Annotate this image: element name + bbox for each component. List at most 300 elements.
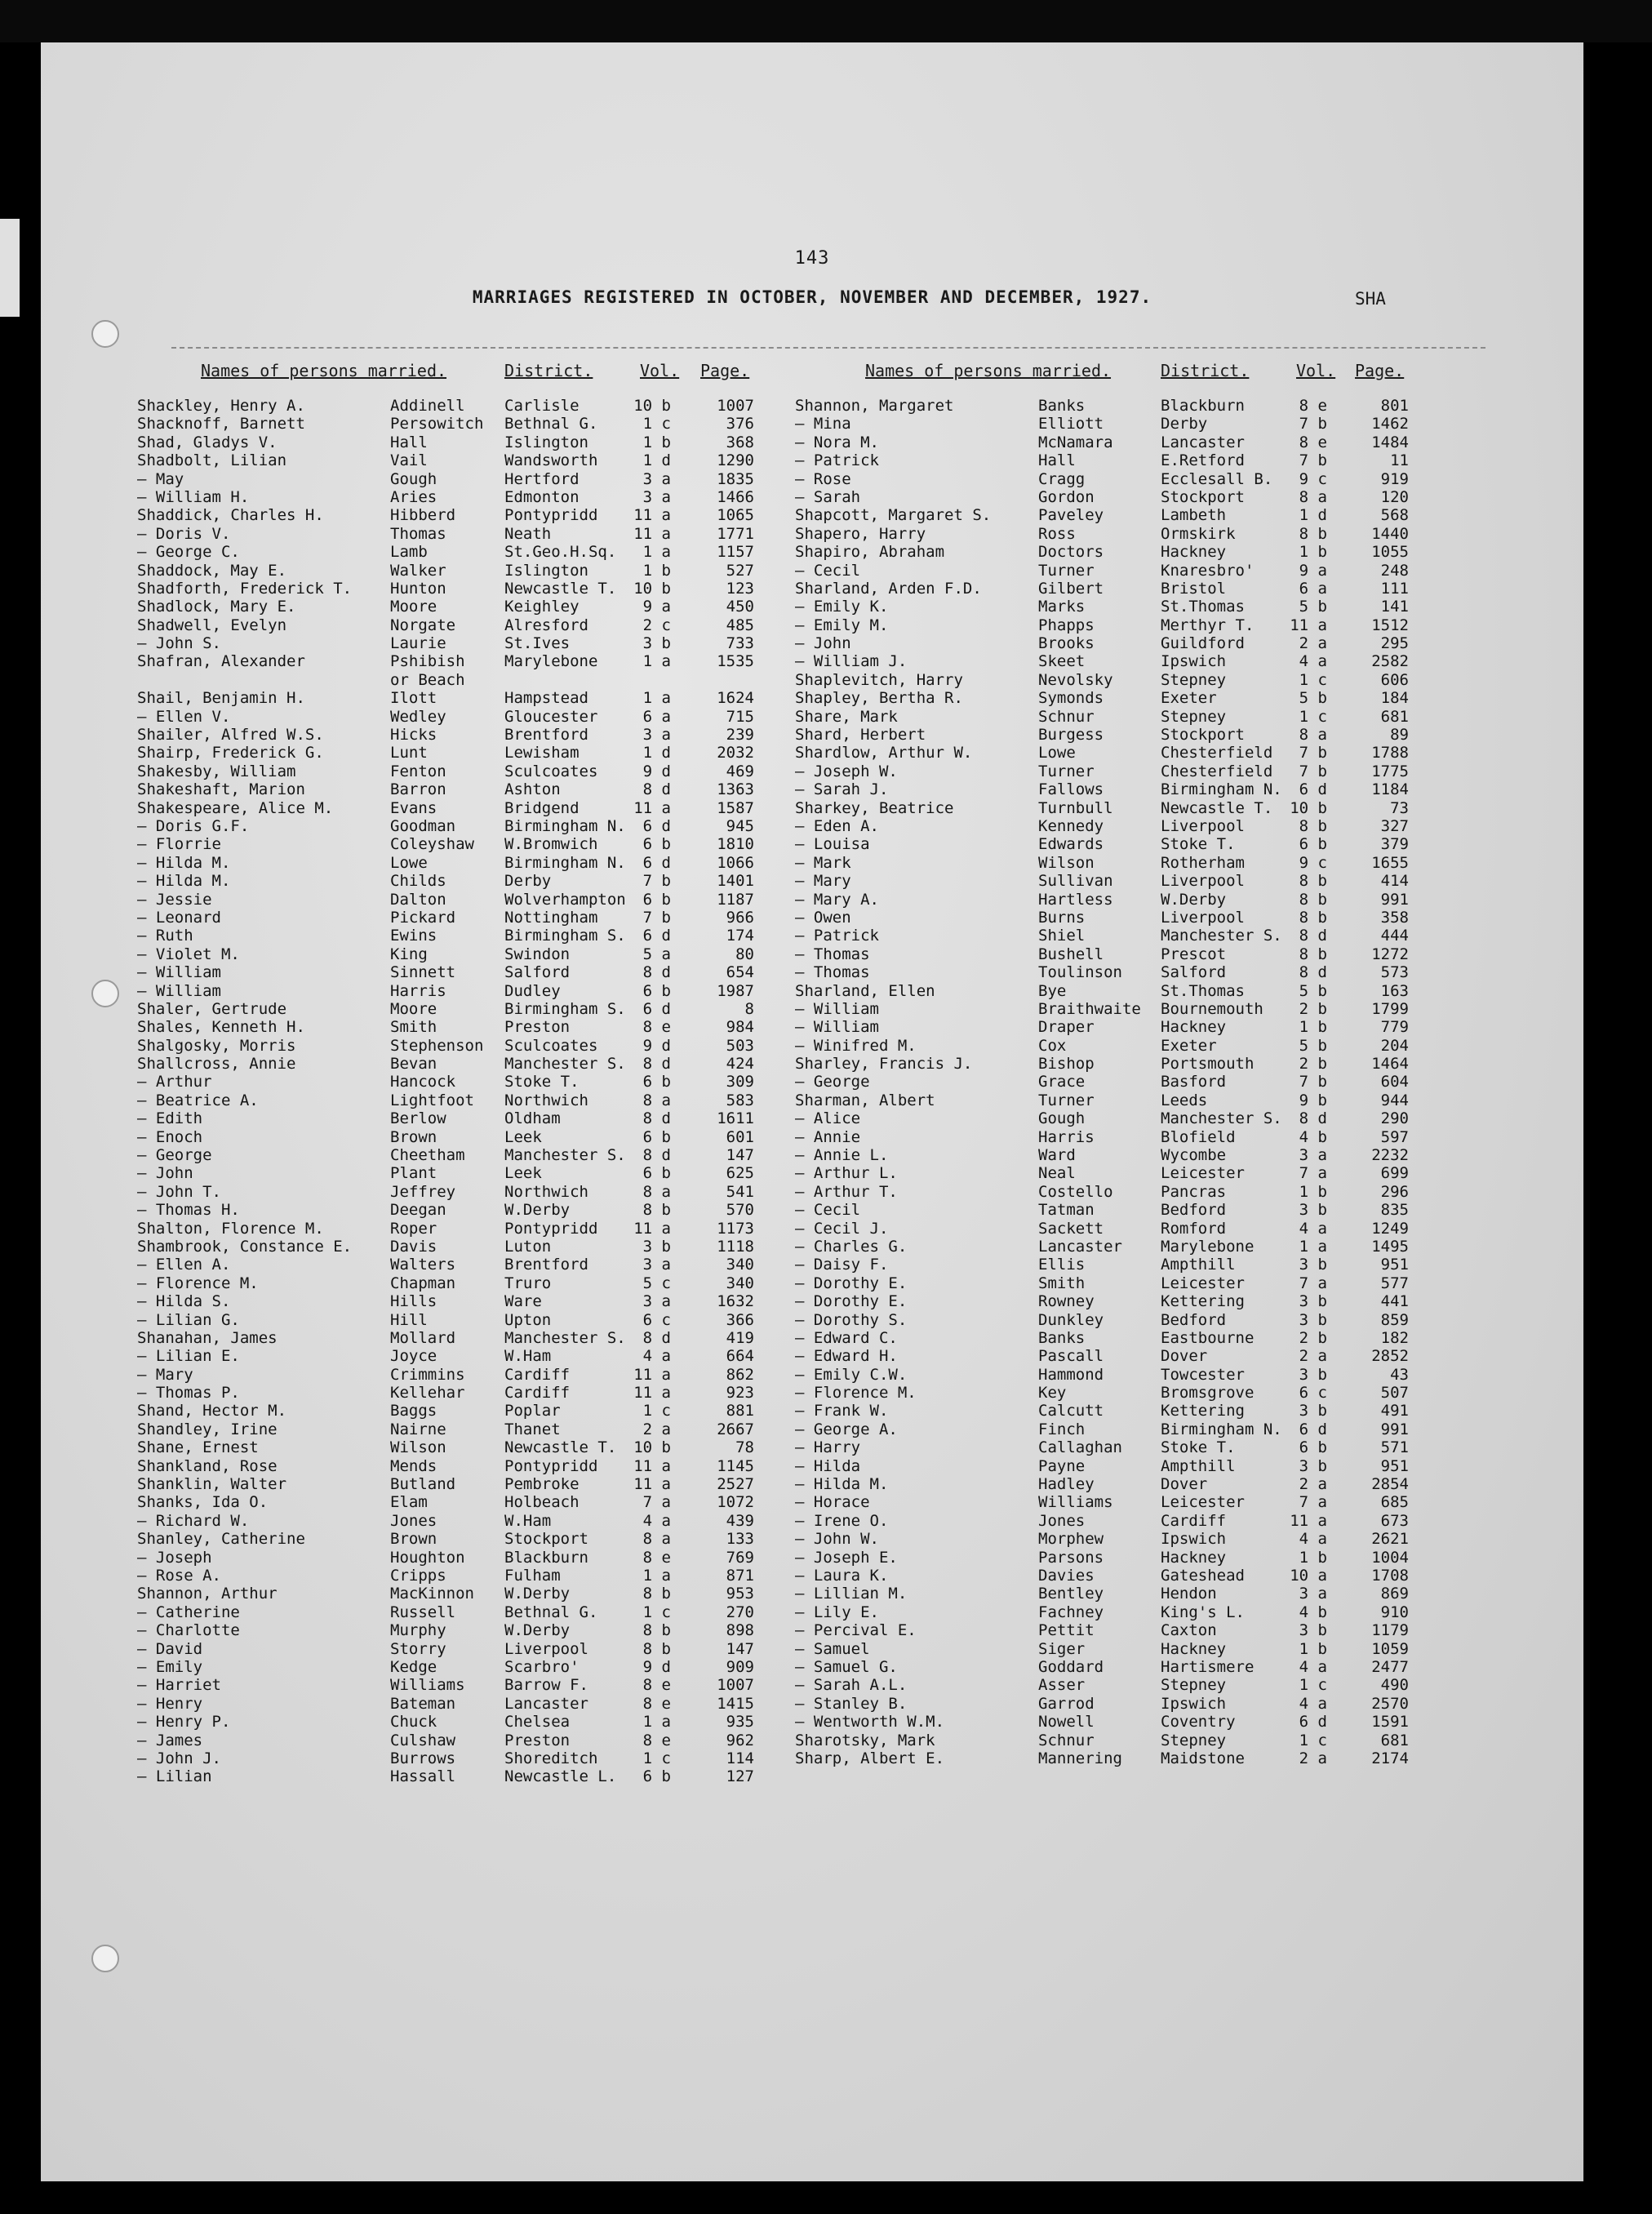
entry-name: — Daisy F.: [795, 1256, 889, 1274]
entry-page: 871: [726, 1567, 754, 1585]
entry-name: — Rose: [795, 469, 851, 488]
entry-page: 1462: [1371, 415, 1409, 433]
entry-name: — Florence M.: [795, 1384, 917, 1403]
entry-spouse-surname: Gordon: [1038, 487, 1095, 506]
entry-name: — Lillian M.: [795, 1585, 908, 1603]
entry-page: 1065: [717, 506, 754, 525]
entry-volume: 2 c: [642, 616, 671, 634]
entry-district: Birmingham N.: [504, 816, 626, 835]
entry-volume: 7 a: [1299, 1274, 1327, 1292]
entry-volume: 10 a: [1290, 1567, 1327, 1585]
entry-page: 951: [1380, 1456, 1409, 1475]
entry-page: 491: [1380, 1402, 1409, 1420]
entry-volume: 7 b: [1299, 762, 1327, 780]
entry-district: Bethnal G.: [504, 415, 598, 433]
entry-name: — Edward H.: [795, 1347, 898, 1366]
entry-page: 163: [1380, 981, 1409, 1000]
entry-volume: 7 b: [642, 872, 671, 891]
entry-name: — Emily C.W.: [795, 1365, 908, 1384]
entry-page: 1004: [1371, 1548, 1409, 1567]
header-rule: [171, 347, 1485, 349]
entry-spouse-surname: Goodman: [390, 816, 456, 835]
entry-district: Basford: [1161, 1073, 1227, 1091]
entry-name: Shard, Herbert: [795, 726, 926, 745]
entry-district: Ampthill: [1161, 1256, 1236, 1274]
entry-volume: 9 b: [1299, 1091, 1327, 1109]
entry-spouse-surname: MacKinnon: [390, 1585, 474, 1603]
entry-volume: 8 d: [1299, 927, 1327, 945]
entry-volume: 1 a: [642, 1713, 671, 1732]
entry-district: Salford: [504, 963, 571, 982]
entry-volume: 2 b: [1299, 1328, 1327, 1347]
entry-name: — Florence M.: [137, 1274, 259, 1292]
entry-volume: 7 b: [1299, 451, 1327, 470]
entry-name: — Mary A.: [795, 890, 879, 909]
entry-name: — Sarah: [795, 487, 861, 506]
entry-volume: 8 a: [1299, 726, 1327, 745]
entry-page: 11: [1390, 451, 1409, 470]
entry-volume: 3 b: [1299, 1402, 1327, 1420]
entry-district: W.Derby: [504, 1621, 571, 1640]
entry-volume: 7 a: [642, 1493, 671, 1512]
entry-name: — Violet M.: [137, 945, 240, 963]
entry-volume: 9 d: [642, 1657, 671, 1676]
entry-spouse-surname: Wilson: [1038, 853, 1095, 872]
entry-district: Sculcoates: [504, 1036, 598, 1055]
entry-volume: 6 d: [1299, 1420, 1327, 1438]
entry-spouse-surname: Cheetham: [390, 1146, 465, 1165]
entry-page: 699: [1380, 1164, 1409, 1183]
entry-district: Blackburn: [1161, 397, 1245, 415]
entry-name: — Cecil: [795, 561, 861, 580]
entry-name: — George C.: [137, 543, 240, 562]
entry-name: — Charlotte: [137, 1621, 240, 1640]
entry-name: — Nora M.: [795, 433, 879, 451]
entry-page: 923: [726, 1384, 754, 1403]
entry-volume: 3 a: [642, 1292, 671, 1311]
entry-page: 869: [1380, 1585, 1409, 1603]
entry-district: Caxton: [1161, 1621, 1217, 1640]
entry-volume: 3 a: [1299, 1146, 1327, 1165]
entry-page: 1775: [1371, 762, 1409, 780]
entry-volume: 1 b: [1299, 1548, 1327, 1567]
entry-page: 1587: [717, 798, 754, 817]
entry-volume: 10 b: [633, 397, 671, 415]
entry-name: — Beatrice A.: [137, 1091, 259, 1109]
entry-district: Manchester S.: [1161, 927, 1282, 945]
entry-district: Stoke T.: [1161, 1438, 1236, 1457]
entry-volume: 7 a: [1299, 1164, 1327, 1183]
entry-volume: 9 d: [642, 1036, 671, 1055]
entry-page: 681: [1380, 707, 1409, 726]
entry-page: 114: [726, 1749, 754, 1767]
entry-spouse-surname: Shiel: [1038, 927, 1086, 945]
entry-district: Liverpool: [1161, 816, 1245, 835]
entry-volume: 8 b: [642, 1621, 671, 1640]
entry-spouse-surname: Lunt: [390, 744, 428, 762]
entry-name: — Hilda M.: [137, 872, 231, 891]
entry-page: 340: [726, 1274, 754, 1292]
entry-page: 141: [1380, 598, 1409, 616]
entry-name: — Edith: [137, 1109, 203, 1128]
header-vol: Vol.: [1296, 361, 1336, 380]
entry-page: 1611: [717, 1109, 754, 1128]
entry-district: Swindon: [504, 945, 571, 963]
entry-name: Shannon, Margaret: [795, 397, 954, 415]
entry-page: 2477: [1371, 1657, 1409, 1676]
entry-page: 1464: [1371, 1055, 1409, 1074]
entry-volume: 3 b: [1299, 1310, 1327, 1329]
entry-spouse-surname: Stephenson: [390, 1036, 484, 1055]
entry-district: Ipswich: [1161, 1530, 1227, 1549]
entry-spouse-surname: Gough: [390, 469, 437, 488]
entry-spouse-surname: Bateman: [390, 1694, 456, 1713]
entry-name: Shannon, Arthur: [137, 1585, 278, 1603]
entry-district: Gateshead: [1161, 1567, 1245, 1585]
entry-district: Barrow F.: [504, 1676, 588, 1695]
entry-volume: 4 b: [1299, 1127, 1327, 1146]
entry-page: 2032: [717, 744, 754, 762]
entry-spouse-surname: Symonds: [1038, 689, 1104, 708]
entry-name: — Joseph: [137, 1548, 212, 1567]
entry-name: — Lily E.: [795, 1603, 879, 1621]
entry-spouse-surname: Wilson: [390, 1438, 446, 1457]
entry-name: — George: [795, 1073, 870, 1091]
entry-district: Prescot: [1161, 945, 1227, 963]
entry-volume: 5 b: [1299, 598, 1327, 616]
entry-district: Leek: [504, 1127, 542, 1146]
entry-volume: 1 a: [642, 652, 671, 671]
entry-spouse-surname: Hassall: [390, 1767, 456, 1786]
entry-name: Shacknoff, Barnett: [137, 415, 305, 433]
entry-page: 424: [726, 1055, 754, 1074]
entry-district: Stockport: [1161, 726, 1245, 745]
entry-name: — George A.: [795, 1420, 898, 1438]
entry-page: 2621: [1371, 1530, 1409, 1549]
entry-name: — Mark: [795, 853, 851, 872]
entry-spouse-surname: Williams: [1038, 1493, 1113, 1512]
entry-district: Manchester S.: [1161, 1109, 1282, 1128]
entry-page: 204: [1380, 1036, 1409, 1055]
entry-page: 507: [1380, 1384, 1409, 1403]
entry-page: 327: [1380, 816, 1409, 835]
entry-volume: 1 a: [642, 543, 671, 562]
entry-page: 1591: [1371, 1713, 1409, 1732]
entry-volume: 2 a: [1299, 634, 1327, 653]
entry-name: Shakeshaft, Marion: [137, 780, 305, 799]
entry-page: 1072: [717, 1493, 754, 1512]
entry-district: Exeter: [1161, 1036, 1217, 1055]
entry-district: Portsmouth: [1161, 1055, 1255, 1074]
entry-spouse-surname: Berlow: [390, 1109, 446, 1128]
entry-district: Stoke T.: [504, 1073, 580, 1091]
entry-page: 414: [1380, 872, 1409, 891]
entry-volume: 8 a: [1299, 487, 1327, 506]
entry-volume: 8 b: [1299, 945, 1327, 963]
entry-volume: 4 a: [1299, 652, 1327, 671]
entry-page: 1495: [1371, 1237, 1409, 1256]
entry-district: W.Bromwich: [504, 835, 598, 854]
entry-spouse-surname: Banks: [1038, 1328, 1086, 1347]
entry-spouse-surname: Paveley: [1038, 506, 1104, 525]
entry-page: 953: [726, 1585, 754, 1603]
entry-name: Shaler, Gertrude: [137, 999, 287, 1018]
entry-name: — Doris V.: [137, 524, 231, 543]
entry-spouse-surname: Joyce: [390, 1347, 437, 1366]
entry-spouse-surname: Barron: [390, 780, 446, 799]
entry-name: Shafran, Alexander: [137, 652, 305, 671]
entry-district: Pontypridd: [504, 1219, 598, 1238]
entry-page: 862: [726, 1365, 754, 1384]
entry-name: — Stanley B.: [795, 1694, 908, 1713]
entry-volume: 8 a: [642, 1091, 671, 1109]
entry-spouse-surname: Braithwaite: [1038, 999, 1141, 1018]
entry-name: — Enoch: [137, 1127, 203, 1146]
entry-name: — Joseph W.: [795, 762, 898, 780]
entry-volume: 6 a: [642, 707, 671, 726]
entry-name: — Cecil J.: [795, 1219, 889, 1238]
entry-spouse-surname: Lightfoot: [390, 1091, 474, 1109]
entry-name: — James: [137, 1731, 203, 1749]
entry-page: 174: [726, 927, 754, 945]
entry-spouse-surname: Asser: [1038, 1676, 1086, 1695]
punch-hole: [91, 1945, 119, 1972]
entry-volume: 4 b: [1299, 1603, 1327, 1621]
entry-page: 182: [1380, 1328, 1409, 1347]
entry-page: 1290: [717, 451, 754, 470]
entry-volume: 3 b: [1299, 1621, 1327, 1640]
entry-spouse-surname: Ellis: [1038, 1256, 1086, 1274]
entry-page: 1415: [717, 1694, 754, 1713]
entry-volume: 11 a: [633, 1365, 671, 1384]
entry-district: Preston: [504, 1018, 571, 1037]
entry-name: — Annie L.: [795, 1146, 889, 1165]
entry-district: Dudley: [504, 981, 561, 1000]
entry-spouse-surname: Sullivan: [1038, 872, 1113, 891]
entry-name: — Thomas P.: [137, 1384, 240, 1403]
entry-volume: 1 c: [1299, 707, 1327, 726]
entry-name: — Frank W.: [795, 1402, 889, 1420]
entry-page: 625: [726, 1164, 754, 1183]
entry-page: 1512: [1371, 616, 1409, 634]
entry-page: 444: [1380, 927, 1409, 945]
entry-volume: 4 a: [1299, 1530, 1327, 1549]
entry-spouse-surname: Draper: [1038, 1018, 1095, 1037]
entry-district: Marylebone: [1161, 1237, 1255, 1256]
entry-district: Ipswich: [1161, 1694, 1227, 1713]
entry-name: Shail, Benjamin H.: [137, 689, 305, 708]
entry-district: Guildford: [1161, 634, 1245, 653]
entry-name: Shapiro, Abraham: [795, 543, 945, 562]
entry-page: 248: [1380, 561, 1409, 580]
entry-spouse-surname: Pickard: [390, 908, 456, 927]
entry-volume: 5 b: [1299, 1036, 1327, 1055]
punch-hole: [91, 980, 119, 1007]
entry-district: Bromsgrove: [1161, 1384, 1255, 1403]
entry-volume: 1 b: [1299, 1182, 1327, 1201]
entry-district: Neath: [504, 524, 552, 543]
entry-volume: 10 b: [633, 1438, 671, 1457]
entry-volume: 8 b: [642, 1585, 671, 1603]
entry-volume: 3 b: [642, 1237, 671, 1256]
entry-district: Bedford: [1161, 1310, 1227, 1329]
entry-district: W.Ham: [504, 1347, 552, 1366]
entry-name: — Owen: [795, 908, 851, 927]
entry-spouse-surname: or Beach: [390, 670, 465, 689]
entry-volume: 3 a: [642, 469, 671, 488]
entry-name: Shane, Ernest: [137, 1438, 259, 1457]
entry-volume: 6 b: [642, 1127, 671, 1146]
entry-page: 1987: [717, 981, 754, 1000]
entry-district: W.Derby: [504, 1585, 571, 1603]
entry-name: — Arthur L.: [795, 1164, 898, 1183]
entry-page: 571: [1380, 1438, 1409, 1457]
entry-page: 1624: [717, 689, 754, 708]
entry-page: 1788: [1371, 744, 1409, 762]
entry-district: Stoke T.: [1161, 835, 1236, 854]
entry-spouse-surname: Parsons: [1038, 1548, 1104, 1567]
header-names: Names of persons married.: [201, 361, 447, 380]
entry-district: St.Thomas: [1161, 598, 1245, 616]
entry-page: 654: [726, 963, 754, 982]
entry-volume: 6 b: [1299, 835, 1327, 854]
entry-spouse-surname: Brown: [390, 1127, 437, 1146]
entry-spouse-surname: Gough: [1038, 1109, 1086, 1128]
entry-volume: 8 b: [1299, 908, 1327, 927]
entry-district: Dover: [1161, 1475, 1208, 1494]
entry-spouse-surname: Smith: [1038, 1274, 1086, 1292]
entry-volume: 8 d: [642, 780, 671, 799]
entry-page: 881: [726, 1402, 754, 1420]
entry-district: Leicester: [1161, 1274, 1245, 1292]
entry-page: 379: [1380, 835, 1409, 854]
entry-name: — Leonard: [137, 908, 221, 927]
entry-spouse-surname: Turner: [1038, 1091, 1095, 1109]
entry-name: Sharland, Ellen: [795, 981, 935, 1000]
entry-district: Scarbro': [504, 1657, 580, 1676]
entry-name: Shand, Hector M.: [137, 1402, 287, 1420]
entry-page: 1173: [717, 1219, 754, 1238]
entry-name: — Hilda S.: [137, 1292, 231, 1311]
entry-volume: 8 e: [642, 1548, 671, 1567]
entry-spouse-surname: Plant: [390, 1164, 437, 1183]
entry-volume: 2 a: [1299, 1347, 1327, 1366]
entry-page: 2852: [1371, 1347, 1409, 1366]
entry-volume: 8 d: [1299, 1109, 1327, 1128]
entry-page: 769: [726, 1548, 754, 1567]
entry-spouse-surname: Walker: [390, 561, 446, 580]
entry-volume: 1 d: [642, 451, 671, 470]
entry-volume: 8 e: [1299, 397, 1327, 415]
entry-district: Wandsworth: [504, 451, 598, 470]
entry-volume: 4 a: [1299, 1219, 1327, 1238]
entry-spouse-surname: Murphy: [390, 1621, 446, 1640]
entry-district: Ipswich: [1161, 652, 1227, 671]
entry-page: 1835: [717, 469, 754, 488]
entry-district: Luton: [504, 1237, 552, 1256]
entry-name: Shanahan, James: [137, 1328, 278, 1347]
entry-volume: 1 a: [1299, 1237, 1327, 1256]
entry-name: — David: [137, 1639, 203, 1658]
entry-district: Birmingham N.: [504, 853, 626, 872]
entry-volume: 8 d: [642, 963, 671, 982]
entry-name: — Emily: [137, 1657, 203, 1676]
entry-spouse-surname: Chapman: [390, 1274, 456, 1292]
entry-volume: 3 b: [1299, 1292, 1327, 1311]
header-page: Page.: [1355, 361, 1405, 380]
entry-volume: 8 d: [642, 1146, 671, 1165]
entry-district: Derby: [504, 872, 552, 891]
entry-district: Romford: [1161, 1219, 1227, 1238]
entry-page: 570: [726, 1201, 754, 1220]
entry-name: Sharotsky, Mark: [795, 1731, 935, 1749]
entry-page: 2582: [1371, 652, 1409, 671]
entry-name: — John: [137, 1164, 193, 1183]
entry-volume: 1 b: [642, 433, 671, 451]
entry-name: Shadforth, Frederick T.: [137, 579, 353, 598]
entry-spouse-surname: Cragg: [1038, 469, 1086, 488]
entry-page: 944: [1380, 1091, 1409, 1109]
entry-volume: 11 a: [633, 1475, 671, 1494]
entry-district: St.Ives: [504, 634, 571, 653]
entry-spouse-surname: Neal: [1038, 1164, 1076, 1183]
entry-name: Shanley, Catherine: [137, 1530, 305, 1549]
entry-name: — Sarah J.: [795, 780, 889, 799]
entry-spouse-surname: Payne: [1038, 1456, 1086, 1475]
entry-district: Birmingham S.: [504, 999, 626, 1018]
entry-name: — Hilda M.: [137, 853, 231, 872]
entry-district: Leeds: [1161, 1091, 1208, 1109]
entry-volume: 5 b: [1299, 981, 1327, 1000]
entry-volume: 1 c: [642, 1603, 671, 1621]
entry-page: 1187: [717, 890, 754, 909]
entry-district: Hertford: [504, 469, 580, 488]
entry-name: Shairp, Frederick G.: [137, 744, 324, 762]
entry-district: Cardiff: [504, 1384, 571, 1403]
entry-page: 295: [1380, 634, 1409, 653]
entry-name: — Mary: [137, 1365, 193, 1384]
entry-district: Stockport: [1161, 487, 1245, 506]
entry-spouse-surname: Turner: [1038, 762, 1095, 780]
entry-district: Blackburn: [504, 1548, 588, 1567]
entry-volume: 1 b: [1299, 1018, 1327, 1037]
entry-district: Carlisle: [504, 397, 580, 415]
entry-volume: 8 e: [642, 1676, 671, 1695]
entry-name: — William: [137, 981, 221, 1000]
header-page: Page.: [700, 361, 750, 380]
entry-page: 2527: [717, 1475, 754, 1494]
entry-page: 2854: [1371, 1475, 1409, 1494]
entry-spouse-surname: Elam: [390, 1493, 428, 1512]
entry-name: — Henry P.: [137, 1713, 231, 1732]
entry-district: Ecclesall B.: [1161, 469, 1273, 488]
entry-district: Derby: [1161, 415, 1208, 433]
entry-spouse-surname: Marks: [1038, 598, 1086, 616]
entry-district: Manchester S.: [504, 1328, 626, 1347]
entry-spouse-surname: Houghton: [390, 1548, 465, 1567]
entry-name: — William: [137, 963, 221, 982]
entry-name: Shapley, Bertha R.: [795, 689, 963, 708]
entry-page: 601: [726, 1127, 754, 1146]
entry-name: — Sarah A.L.: [795, 1676, 908, 1695]
entry-spouse-surname: Hunton: [390, 579, 446, 598]
entry-spouse-surname: Deegan: [390, 1201, 446, 1220]
entry-volume: 11 a: [633, 1384, 671, 1403]
entry-name: — John T.: [137, 1182, 221, 1201]
entry-volume: 8 e: [642, 1018, 671, 1037]
entry-district: Thanet: [504, 1420, 561, 1438]
entry-district: Newcastle T.: [504, 1438, 617, 1457]
